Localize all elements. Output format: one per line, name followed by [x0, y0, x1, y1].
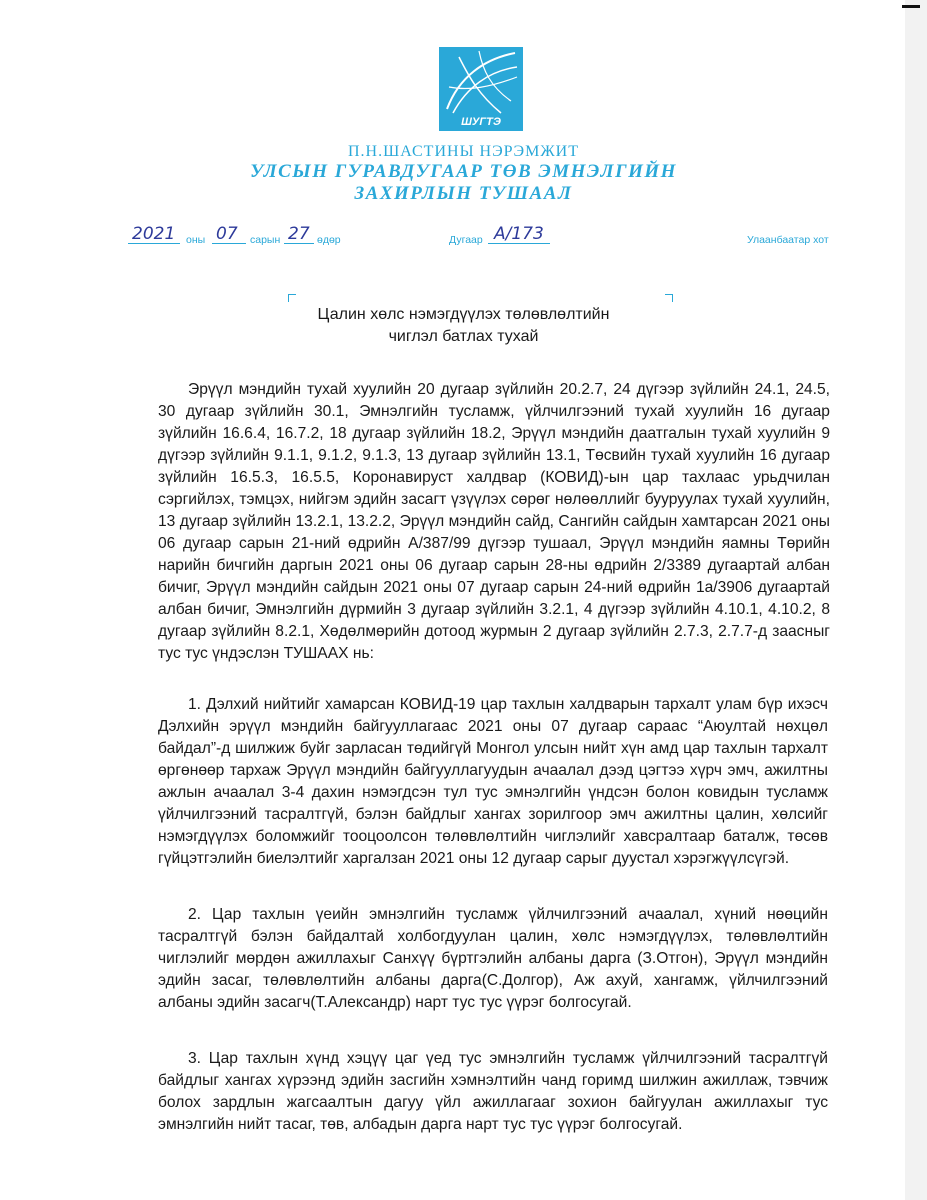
document-type: ЗАХИРЛЫН ТУШААЛ	[354, 183, 573, 204]
order-meta-row	[0, 224, 927, 250]
subject-bracket-left	[288, 294, 296, 302]
year-label: оны	[186, 234, 206, 246]
preamble-text: Эрүүл мэндийн тухай хуулийн 20 дугаар зүйлийн 20.2.7, 24 дүгээр зүйлийн 24.1, 24.5, 30 дугаар зүйлийн 30.1, Эмнэлгийн тусламж, үйлчилгээний тухай хуулийн 16 дугаар зүйлийн 16.6.4, 16.7.2, 18 дугаар зүйлийн 18.2, Эрүүл мэндийн даатгалын тухай хуулийн 9 дүгээр зүйлийн 9.1.1, 9.1.2, 9.1.3, 13 дугаар зүйлийн 13.1, Төсвийн тухай хуулийн 16 дугаар зүйлийн 16.5.3, 16.5.5, Коронавируст халдвар (КОВИД)-ын цар тахлаас урьдчилан сэргийлэх, тэмцэх, нийгэм эдийн засагт үзүүлэх сөрөг нөлөөллийг бууруулах тухай хуулийн, 13 дугаар зүйлийн 13.2.1, 13.2.2, Эрүүл мэндийн сайд, Сангийн сайдын хамтарсан 2021 оны 06 дугаар сарын 21-ний өдрийн А/387/99 дүгээр тушаал, Эрүүл мэндийн яамны Төрийн нарийн бичгийн даргын 2021 оны 06 дугаар сарын 28-ны өдрийн 2/3389 дугаартай албан бичиг, Эрүүл мэндийн сайдын 2021 оны 07 дугаар сарын 24-ний өдрийн 1а/3906 дугаартай албан бичиг, Эмнэлгийн дүрмийн 3 дугаар зүйлийн 3.2.1, 4 дүгээр зүйлийн 4.10.1, 4.10.2, 8 дугаар зүйлийн 8.2.1, Хөдөлмөрийн дотоод журмын 2 дугаар зүйлийн 2.7.3, 2.7.7-д заасныг тус тус үндэслэн ТУШААХ нь:	[158, 381, 830, 662]
number-label: Дугаар	[449, 234, 483, 246]
order-item-2	[158, 904, 828, 1014]
day-label: өдөр	[317, 234, 341, 246]
order-item-3	[158, 1048, 828, 1136]
org-name-line1: П.Н.ШАСТИНЫ НЭРЭМЖИТ	[348, 143, 579, 160]
hospital-logo	[439, 47, 523, 131]
corner-mark	[902, 5, 920, 8]
subject-line1: Цалин хөлс нэмэгдүүлэх төлөвлөлтийн	[317, 306, 610, 323]
order-item-1	[158, 694, 828, 870]
order-subject	[0, 304, 927, 348]
order-year: 2021	[132, 224, 176, 244]
month-label: сарын	[250, 234, 281, 246]
preamble-paragraph	[158, 379, 830, 665]
order-item-2-text: 2. Цар тахлын үеийн эмнэлгийн тусламж үйлчилгээний ачаалал, хүний нөөцийн тасралтгүй бэлэн байдалтай холбогдуулан цалин, хөлс нэмэгдүүлэх, төлөвлөлтийн чиглэлийг мөрдөн ажиллахыг Санхүү бүртгэлийн албаны дарга (З.Отгон), Эрүүл мэндийн эдийн засаг, төлөвлөлтийн албаны дарга(С.Долгор), Аж ахуй, хангамж, үйлчилгээний албаны эдийн засагч(Т.Александр) нарт тус тус үүрэг болгосугай.	[158, 906, 828, 1011]
order-day: 27	[288, 224, 310, 244]
order-month: 07	[216, 224, 238, 244]
order-number: А/173	[494, 224, 544, 244]
place-label: Улаанбаатар хот	[747, 234, 829, 246]
subject-line2: чиглэл батлах тухай	[388, 328, 539, 345]
order-item-3-text: 3. Цар тахлын хүнд хэцүү цаг үед тус эмнэлгийн тусламж үйлчилгээний тасралтгүй байдлыг хангах хүрээнд эдийн засгийн хэмнэлтийн чанд горимд шилжин ажиллаж, тэвчиж болох зардлын жагсаалтын дагуу үйл ажиллагааг зохион байгуулан ажиллахыг тус эмнэлгийн нийт тасаг, төв, албадын дарга нарт тус тус үүрэг болгосугай.	[158, 1050, 828, 1133]
subject-bracket-right	[665, 294, 673, 302]
order-item-1-text: 1. Дэлхий нийтийг хамарсан КОВИД-19 цар тахлын халдварын тархалт улам бүр ихэсч Дэлхийн эрүүл мэндийн байгууллагаас 2021 оны 07 дугаар сараас “Аюултай нөхцөл байдал”-д шилжиж буйг зарласан төдийгүй Монгол улсын нийт хүн амд цар тахлын тархалт өргөнөөр тархаж Эрүүл мэндийн байгууллагуудын ачаалал дээд цэгтээ хүрч эмч, ажилтны ажлын ачаалал 3-4 дахин нэмэгдсэн тул тус эмнэлгийн үндсэн болон ковидын тусламж үйлчилгээний тасралтгүй, бэлэн байдлыг хангах зорилгоор эмч ажилтны цалин, хөлсийг нэмэгдүүлэх боломжийг тооцоолсон төлөвлөлтийн чиглэлийг хавсралтаар баталж, төсөв гүйцэтгэлийн биелэлтийг харгалзан 2021 оны 12 дугаар сарыг дуустал хэрэгжүүлсүгэй.	[158, 696, 828, 867]
org-name-line2: УЛСЫН ГУРАВДУГААР ТӨВ ЭМНЭЛГИЙН	[250, 161, 677, 182]
logo-text: ШУГТЭ	[461, 116, 501, 128]
